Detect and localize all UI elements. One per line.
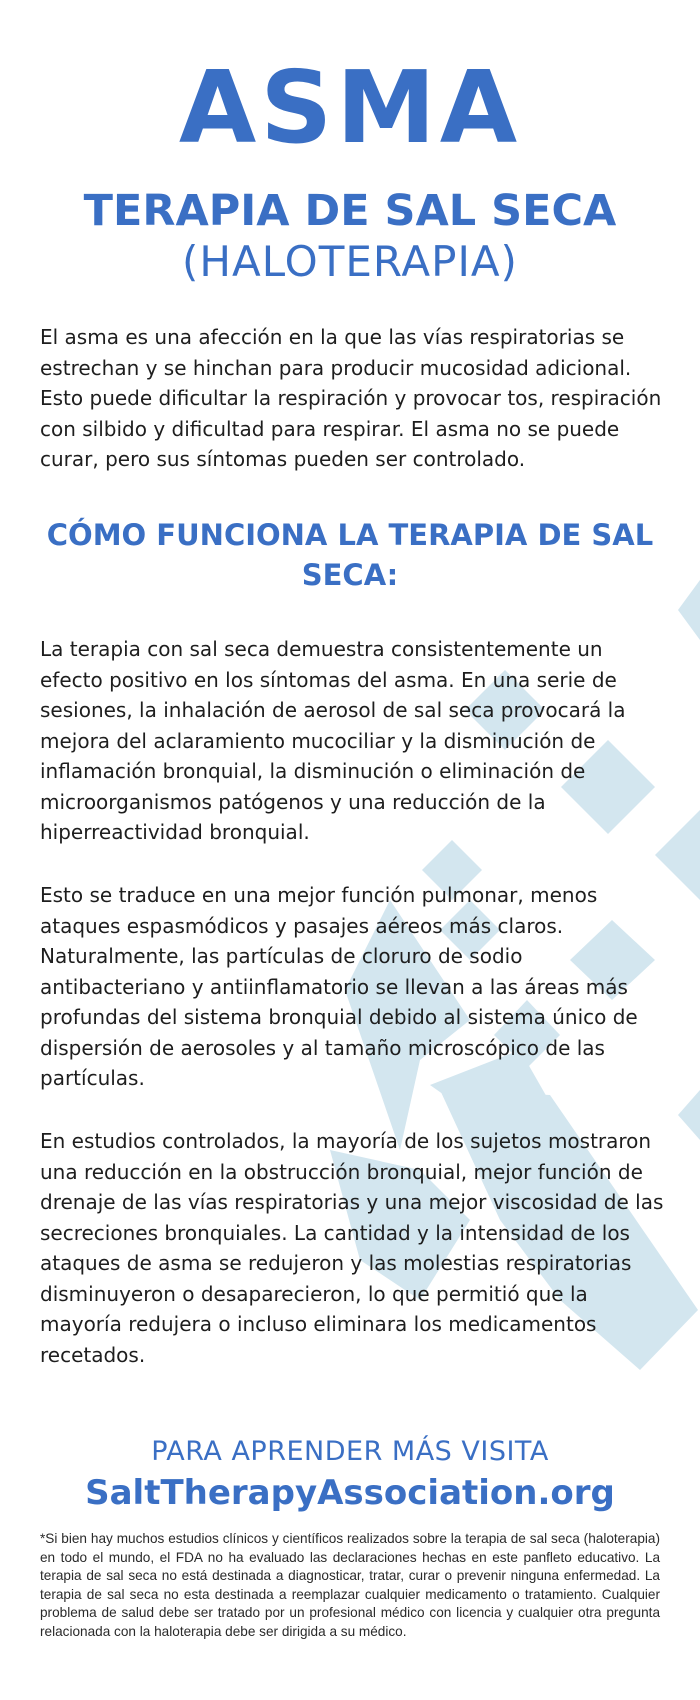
subtitle: TERAPIA DE SAL SECA (83, 186, 617, 236)
crystal-shape (678, 1090, 700, 1140)
body-paragraph-2: Esto se traduce en una mejor función pulmonar, menos ataques espasmódicos y pasajes aéreos más claros. Naturalmente, las partículas de cloruro de sodio antibacteriano y antiinflamatorio se llevan a las áreas más profundas del sistema bronquial debido al sistema único de dispersión de aerosoles y al tamaño microscópico de las partículas. (40, 883, 638, 1090)
body-paragraph-1: La terapia con sal seca demuestra consistentemente un efecto positivo en los síntomas del asma. En una serie de sesiones, la inhalación de aerosol de sal seca provocará la mejora del aclaramiento mucociliar y la disminución de inflamación bronquial, la disminución o eliminación de microorganismos patógenos y una reducción de la hiperreactividad bronquial. (40, 637, 626, 844)
crystal-shape (678, 580, 700, 640)
section-heading: CÓMO FUNCIONA LA TERAPIA DE SAL SECA: (46, 518, 654, 592)
website-link[interactable]: SaltTherapyAssociation.org (85, 1473, 615, 1513)
disclaimer: *Si bien hay muchos estudios clínicos y científicos realizados sobre la terapia de sal seca (haloterapia) en todo el mundo, el FDA no ha evaluado las declaraciones hechas en este panfleto educativo. La terapia de sal seca no está destinada a diagnosticar, tratar, curar o prevenir ninguna enfermedad. La terapia de sal seca no esta destinada a reemplazar cualquier medicamento o tratamiento. Cualquier problema de salud debe ser tratado por un profesional médico con licencia y cualquier otra pregunta relacionada con la haloterapia debe ser dirigida a su médico. (40, 1531, 660, 1639)
visit-text: PARA APRENDER MÁS VISITA (151, 1436, 549, 1467)
body-paragraph-3: En estudios controlados, la mayoría de los sujetos mostraron una reducción en la obstrucción bronquial, mejor función de drenaje de las vías respiratorias y una mejor viscosidad de las secreciones bronquiales. La cantidad y la intensidad de los ataques de asma se redujeron y las molestias respiratorias disminuyeron o desaparecieron, lo que permitió que la mayoría redujera o incluso eliminara los medicamentos recetados. (40, 1129, 664, 1367)
intro-paragraph: El asma es una afección en la que las vías respiratorias se estrechan y se hinchan para producir mucosidad adicional. Esto puede dificultar la respiración y provocar tos, respiración con silbido y dificultad para respirar. El asma no se puede curar, pero sus síntomas pueden ser controlado. (40, 325, 662, 471)
subtitle-parenthetical: (HALOTERAPIA) (182, 237, 518, 286)
page-title: ASMA (178, 49, 522, 166)
